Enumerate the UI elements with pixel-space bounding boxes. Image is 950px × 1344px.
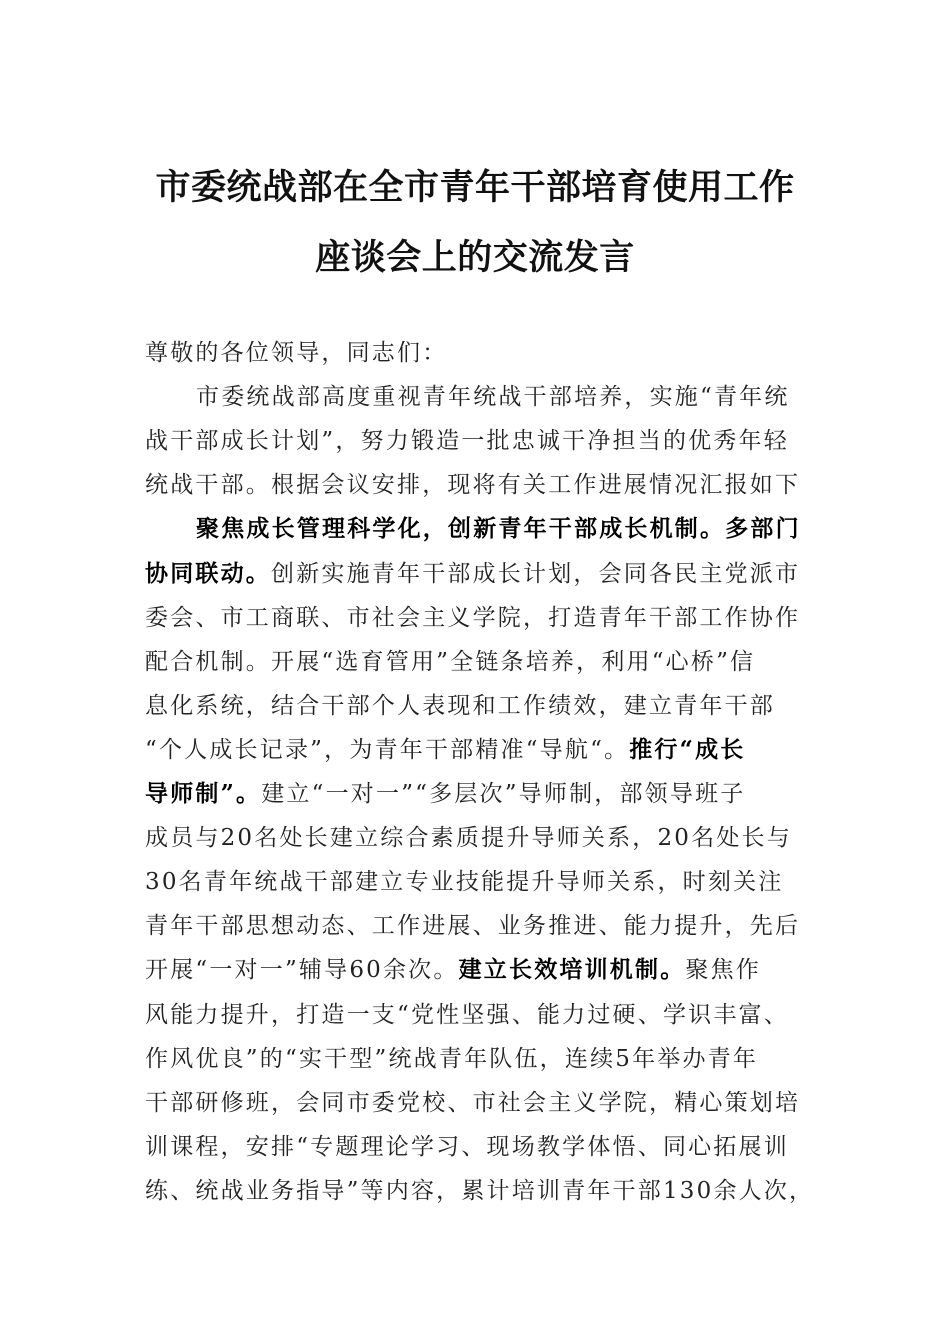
- body-line: [145, 911, 815, 941]
- body-text: 市委统战部高度重视青年统战干部培养，实施“青年统: [196, 384, 790, 411]
- body-text: 聚焦作: [685, 957, 762, 984]
- body-line: [145, 1000, 815, 1030]
- body-text: 青年干部思想动态、工作进展、业务推进、能力提升，先后: [145, 913, 801, 940]
- body-text: 创新实施青年干部成长计划，会同各民主党派市: [271, 560, 801, 587]
- body-line: [145, 426, 815, 456]
- body-text: 成员与20名处长建立综合素质提升导师关系，20名处长与: [145, 825, 792, 852]
- body-line: [145, 647, 815, 677]
- document-title-line-2: 座谈会上的交流发言: [315, 237, 635, 278]
- body-line: [196, 514, 866, 544]
- body-text: 开展“一对一”辅导60余次。: [145, 957, 459, 984]
- body-text: 风能力提升，打造一支“党性坚强、能力过硬、学识丰富、: [145, 1001, 789, 1028]
- document-title-line-1: 市委统战部在全市青年干部培育使用工作: [155, 167, 795, 208]
- body-line: [145, 779, 815, 809]
- body-text: 统战干部。根据会议安排，现将有关工作进展情况汇报如下: [145, 472, 801, 499]
- bold-heading-text: 建立长效培训机制。: [458, 956, 686, 984]
- bold-heading-text: 推行“成长: [629, 735, 746, 763]
- body-line: [145, 823, 815, 853]
- body-line: [145, 559, 815, 589]
- body-text: 干部研修班，会同市委党校、市社会主义学院，精心策划培: [145, 1089, 801, 1116]
- body-text: “个人成长记录”，为青年干部精准“导航“。: [145, 736, 630, 763]
- body-text: 建立“一对一”“多层次”导师制，部领导班子: [261, 781, 746, 807]
- body-text: 30名青年统战干部建立专业技能提升导师关系，时刻关注: [145, 869, 784, 896]
- body-text: 委会、市工商联、市社会主义学院，打造青年干部工作协作: [145, 604, 801, 631]
- body-line: [145, 867, 815, 897]
- bold-heading-text: 协同联动。: [145, 559, 271, 587]
- bold-heading-text: 导师制”。: [145, 780, 262, 807]
- body-line: [145, 735, 815, 765]
- body-line: [145, 691, 815, 721]
- body-text: 练、统战业务指导”等内容，累计培训青年干部130余人次，: [145, 1177, 815, 1204]
- body-line: [145, 1044, 815, 1074]
- body-text: 配合机制。开展“选育管用”全链条培养，利用“心桥”信: [145, 648, 756, 675]
- body-text: 尊敬的各位领导，同志们：: [145, 340, 448, 366]
- body-line: [145, 955, 815, 985]
- body-text: 训课程，安排“专题理论学习、现场教学体悟、同心拓展训: [145, 1133, 789, 1160]
- body-line: [145, 1132, 815, 1162]
- bold-heading-text: 聚焦成长管理科学化，创新青年干部成长机制。多部门: [196, 515, 801, 543]
- body-line: [145, 338, 815, 368]
- body-line: [145, 1088, 815, 1118]
- body-line: [145, 1176, 815, 1206]
- body-line: [196, 382, 866, 412]
- body-text: 战干部成长计划”，努力锻造一批忠诚干净担当的优秀年轻: [145, 428, 789, 455]
- body-text: 作风优良”的“实干型”统战青年队伍，连续5年举办青年: [145, 1045, 759, 1072]
- body-line: [145, 470, 815, 500]
- body-text: 息化系统，结合干部个人表现和工作绩效，建立青年干部: [145, 692, 775, 719]
- body-line: [145, 603, 815, 633]
